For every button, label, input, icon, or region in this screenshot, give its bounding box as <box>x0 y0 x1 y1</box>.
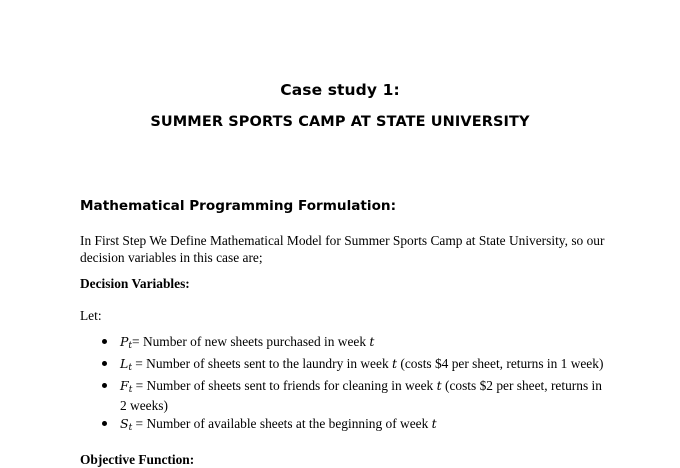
objective-function-heading: Objective Function: <box>80 452 195 467</box>
document-title: Case study 1: <box>280 81 400 99</box>
variable-definition: = Number of sheets sent to friends for cleaning in week <box>132 378 437 393</box>
section-heading: Mathematical Programming Formulation: <box>80 198 397 214</box>
variable-symbol: $S_t$ <box>120 416 133 433</box>
week-symbol: t <box>436 378 442 393</box>
decision-variables-heading: Decision Variables: <box>80 276 190 291</box>
decision-variable-list <box>100 334 610 438</box>
week-symbol: t <box>431 416 437 431</box>
document-subtitle: SUMMER SPORTS CAMP AT STATE UNIVERSITY <box>150 114 530 130</box>
variable-note: (costs $4 per sheet, returns in 1 week) <box>397 356 604 371</box>
variable-symbol: $F_t$ <box>120 378 133 395</box>
bullet-icon <box>102 421 107 426</box>
intro-paragraph: In First Step We Define Mathematical Model for Summer Sports Camp at State University, so our decision variables in this case are; <box>80 233 605 265</box>
let-label: Let: <box>80 308 102 323</box>
variable-definition: = Number of new sheets purchased in week <box>132 334 370 349</box>
list-item <box>100 356 610 376</box>
variable-definition: = Number of available sheets at the beginning of week <box>132 416 432 431</box>
variable-symbol: $P_t$ <box>120 334 133 351</box>
list-item <box>100 334 610 354</box>
list-item <box>100 416 610 436</box>
variable-note: (costs $2 per sheet, returns in 2 weeks) <box>120 378 602 413</box>
bullet-icon <box>102 361 107 366</box>
week-symbol: t <box>392 356 398 371</box>
list-item <box>100 378 610 414</box>
bullet-icon <box>102 383 107 388</box>
variable-definition: = Number of sheets sent to the laundry in week <box>131 356 392 371</box>
week-symbol: t <box>369 334 375 349</box>
variable-symbol: $L_t$ <box>120 356 132 373</box>
bullet-icon <box>102 339 107 344</box>
